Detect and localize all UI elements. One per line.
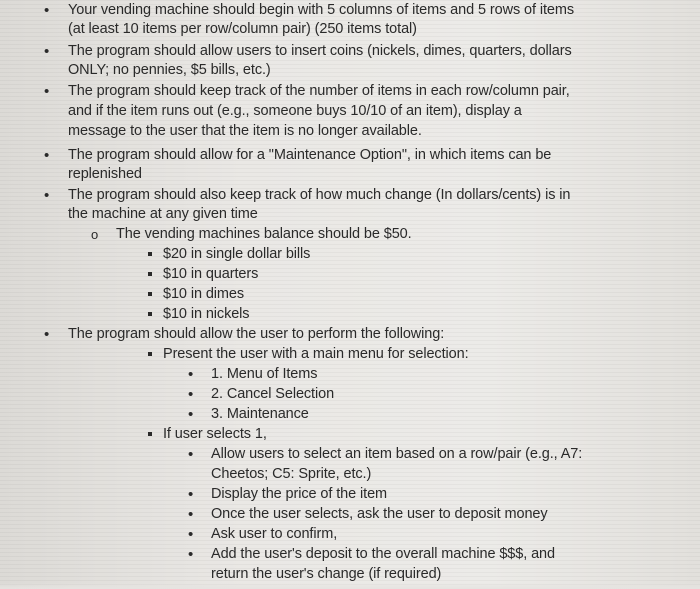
text-line: The program should also keep track of how much change (In dollars/cents) is in — [68, 187, 571, 203]
bullet: • — [188, 486, 194, 503]
square-bullet — [148, 432, 152, 436]
text-line: ONLY; no pennies, $5 bills, etc.) — [68, 62, 271, 78]
bullet: • — [188, 446, 194, 463]
text-line: Display the price of the item — [211, 486, 388, 502]
square-bullet — [148, 312, 152, 316]
text-line: 3. Maintenance — [211, 406, 309, 422]
bullet: • — [188, 386, 194, 403]
bullet: • — [44, 2, 50, 19]
bullet: • — [188, 546, 194, 563]
text-line: The program should allow the user to perform the following: — [68, 326, 445, 342]
text-line: Add the user's deposit to the overall machine $$$, and — [211, 546, 555, 562]
text-line: $10 in dimes — [163, 286, 245, 302]
text-line: The program should allow for a "Maintenance Option", in which items can be — [68, 147, 552, 163]
text-line: $20 in single dollar bills — [163, 246, 311, 262]
text-line: message to the user that the item is no longer available. — [68, 123, 422, 139]
bullet: • — [44, 43, 50, 60]
bullet: • — [44, 326, 50, 343]
text-line: Your vending machine should begin with 5 columns of items and 5 rows of items — [68, 2, 574, 18]
square-bullet — [148, 252, 152, 256]
bullet: • — [188, 366, 194, 383]
bullet: • — [188, 506, 194, 523]
text-line: the machine at any given time — [68, 206, 258, 222]
text-line: If user selects 1, — [163, 426, 267, 442]
square-bullet — [148, 352, 152, 356]
text-line: return the user's change (if required) — [211, 566, 442, 582]
text-line: 2. Cancel Selection — [211, 386, 335, 402]
text-line: $10 in quarters — [163, 266, 259, 282]
square-bullet — [148, 272, 152, 276]
text-line: The program should keep track of the number of items in each row/column pair, — [68, 83, 570, 99]
text-line: and if the item runs out (e.g., someone buys 10/10 of an item), display a — [68, 103, 522, 119]
page-edge-shadow — [0, 583, 700, 589]
text-line: Cheetos; C5: Sprite, etc.) — [211, 466, 372, 482]
bullet: • — [44, 187, 50, 204]
text-line: Ask user to confirm, — [211, 526, 338, 542]
text-line: The program should allow users to insert coins (nickels, dimes, quarters, dollars — [68, 43, 572, 59]
square-bullet — [148, 292, 152, 296]
text-line: (at least 10 items per row/column pair) (250 items total) — [68, 21, 417, 37]
bullet: • — [44, 83, 50, 100]
bullet: • — [44, 147, 50, 164]
text-line: 1. Menu of Items — [211, 366, 318, 382]
bullet: • — [188, 526, 194, 543]
open-bullet: o — [91, 227, 99, 242]
text-line: Allow users to select an item based on a row/pair (e.g., A7: — [211, 446, 583, 462]
bullet: • — [188, 406, 194, 423]
text-line: $10 in nickels — [163, 306, 250, 322]
text-line: Present the user with a main menu for selection: — [163, 346, 469, 362]
text-line: The vending machines balance should be $50. — [116, 226, 412, 242]
text-line: replenished — [68, 166, 142, 182]
text-line: Once the user selects, ask the user to deposit money — [211, 506, 548, 522]
